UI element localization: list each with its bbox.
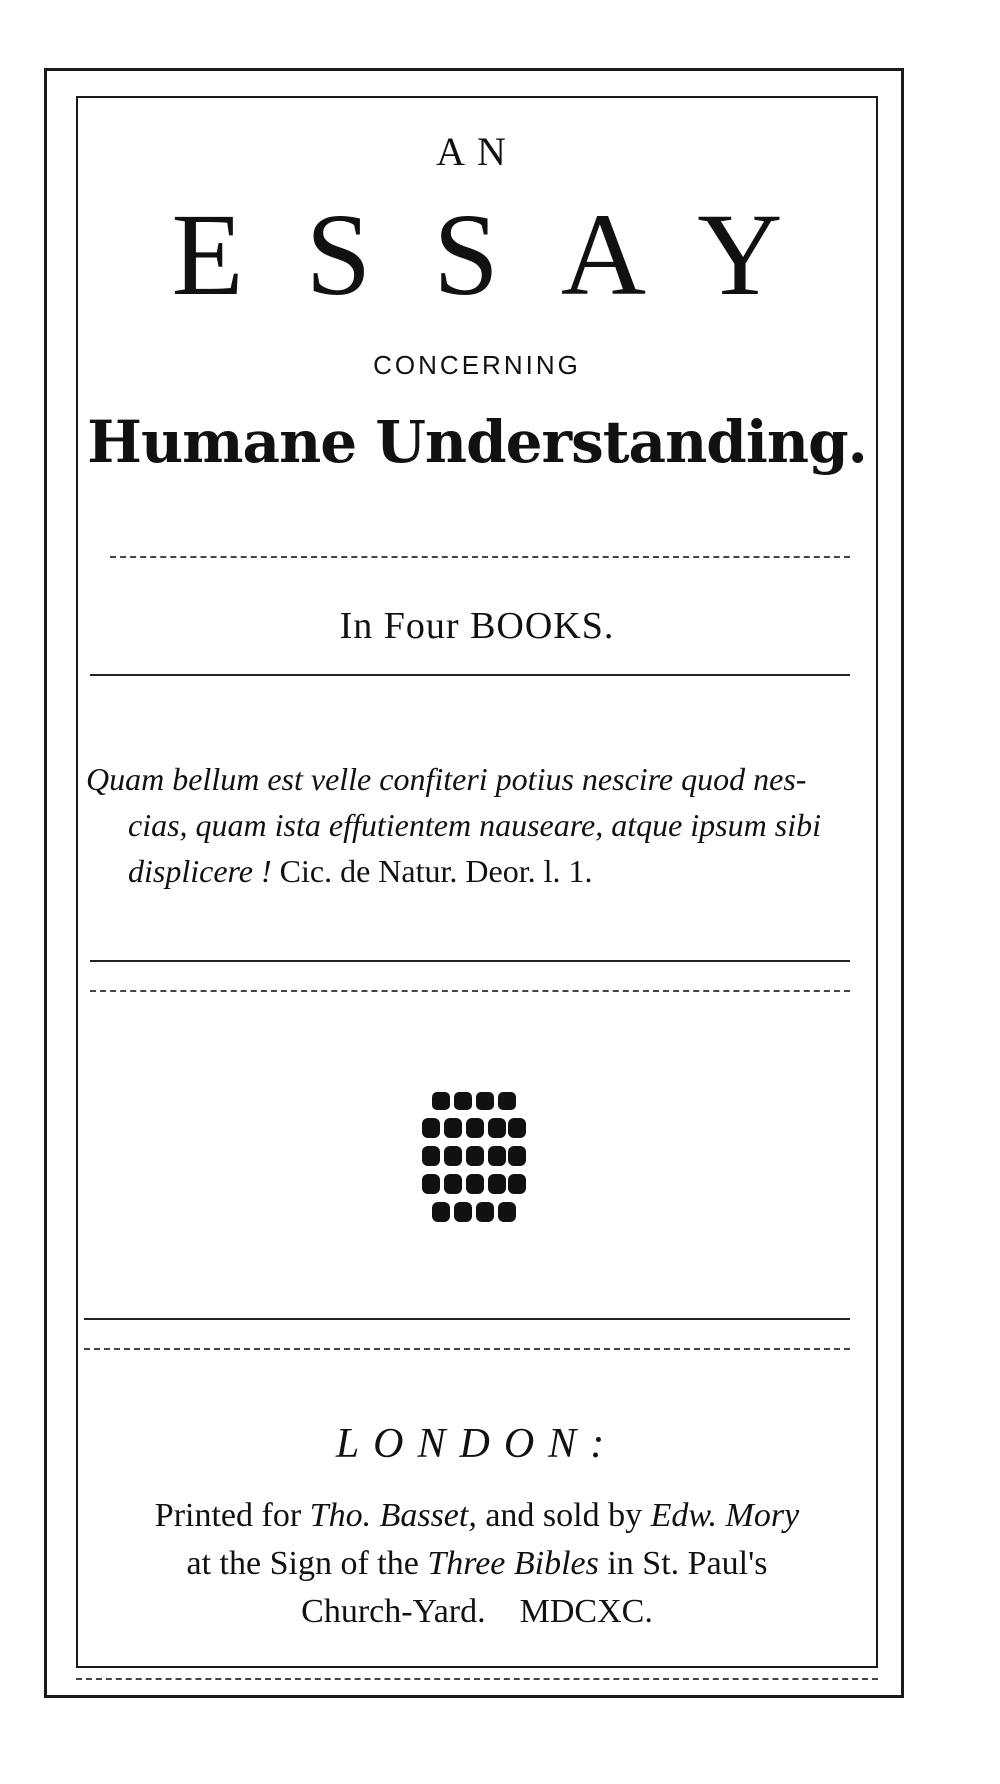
- motto-citation: Cic. de Natur. Deor. l. 1.: [279, 853, 593, 889]
- imprint-date: MDCXC.: [519, 1593, 653, 1630]
- imprint-line: [76, 1588, 878, 1636]
- divider-rule: [84, 1348, 850, 1350]
- sign-name: Three Bibles: [427, 1545, 599, 1582]
- divider-rule: [84, 1318, 850, 1320]
- motto-text: displicere !: [128, 853, 272, 889]
- title-subject: Humane Understanding.: [87, 408, 867, 476]
- divider-rule: [90, 960, 850, 962]
- bookseller-name: Edw. Mory: [650, 1497, 800, 1534]
- imprint: [76, 1492, 878, 1636]
- printers-ornament-icon: [420, 1088, 528, 1228]
- imprint-text: and sold by: [485, 1497, 643, 1534]
- divider-rule: [90, 674, 850, 676]
- imprint-line: [76, 1540, 878, 1588]
- motto-line: [86, 848, 876, 894]
- imprint-text: at the Sign of the: [186, 1545, 419, 1582]
- main-title: ESSAY: [171, 189, 845, 320]
- latin-motto: [86, 756, 876, 894]
- motto-line: Quam bellum est velle confiteri potius nescire quod nes-: [86, 761, 807, 797]
- divider-rule: [110, 556, 850, 558]
- divider-rule: [76, 1678, 878, 1680]
- title-connector: CONCERNING: [373, 350, 581, 380]
- books-line: In Four BOOKS.: [339, 605, 615, 647]
- imprint-place: LONDON:: [335, 1421, 619, 1467]
- divider-rule: [90, 990, 850, 992]
- motto-line: cias, quam ista effutientem nauseare, atque ipsum sibi: [128, 807, 821, 843]
- imprint-line: [76, 1492, 878, 1540]
- imprint-text: Printed for: [154, 1497, 302, 1534]
- imprint-location: in St. Paul's: [607, 1545, 768, 1582]
- imprint-text: Church-Yard.: [301, 1593, 486, 1630]
- printer-name: Tho. Basset,: [309, 1497, 477, 1534]
- title-article: AN: [436, 129, 518, 174]
